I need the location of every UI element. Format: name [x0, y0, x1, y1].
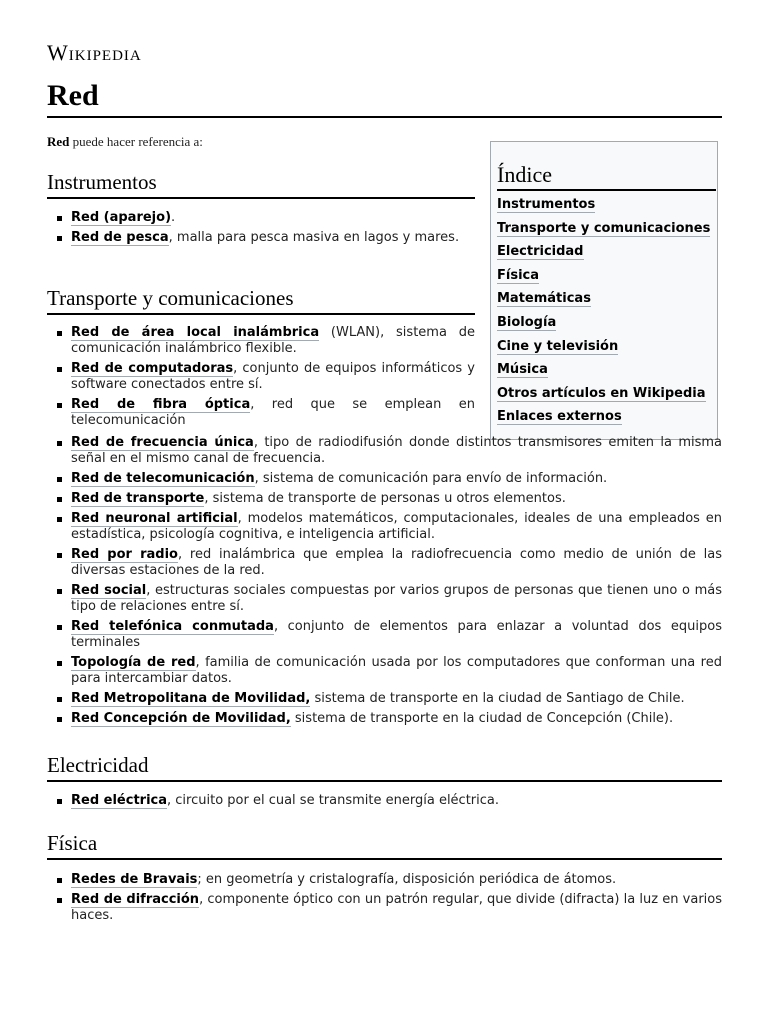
toc-link-otros[interactable]: Otros artículos en Wikipedia [497, 385, 706, 401]
list-item [47, 511, 722, 543]
term-link[interactable]: Red de computadoras [71, 361, 234, 376]
list-item [47, 793, 722, 809]
toc-item [497, 268, 713, 292]
item-desc: , modelos matemáticos, computacionales, ideales de una empleados en estadística, psicología cognitiva, e inteligencia artificial. [71, 511, 722, 542]
table-of-contents [490, 141, 718, 440]
list-item [47, 435, 722, 467]
term-link[interactable]: Red de difracción [71, 892, 200, 907]
toc-item [497, 409, 713, 433]
list-transporte-top [47, 325, 475, 433]
term-link[interactable]: Red de telecomunicación [71, 471, 255, 486]
intro-paragraph [47, 134, 203, 150]
section-heading-electricidad: Electricidad [47, 753, 722, 782]
term-link[interactable]: Red Metropolitana de Movilidad, [71, 691, 311, 706]
item-desc: sistema de transporte en la ciudad de Concepción (Chile). [290, 711, 674, 726]
term-link[interactable]: Redes de Bravais [71, 872, 198, 887]
list-item [47, 892, 722, 924]
section-heading-transporte: Transporte y comunicaciones [47, 286, 475, 315]
section-heading-fisica: Física [47, 831, 722, 860]
term-link[interactable]: Red Concepción de Movilidad, [71, 711, 291, 726]
toc-item [497, 386, 713, 410]
list-electricidad [47, 793, 722, 813]
term-link[interactable]: Red neuronal artificial [71, 511, 238, 526]
list-item [47, 325, 475, 357]
toc-item [497, 315, 713, 339]
list-item [47, 711, 722, 727]
section-heading-instrumentos: Instrumentos [47, 170, 475, 199]
list-instrumentos [47, 210, 475, 250]
list-item [47, 210, 475, 226]
toc-link-cine[interactable]: Cine y televisión [497, 338, 619, 354]
term-link[interactable]: Red de área local inalámbrica [71, 325, 320, 340]
term-link[interactable]: Red de frecuencia única [71, 435, 254, 450]
list-item [47, 872, 722, 888]
item-desc: , tipo de radiodifusión donde distintos transmisores emiten la misma señal en el mismo canal de frecuencia. [71, 435, 722, 466]
toc-item [497, 244, 713, 268]
page-title: Red [47, 78, 722, 118]
toc-list [497, 197, 713, 433]
item-desc: , conjunto de elementos para enlazar a voluntad dos equipos terminales [71, 619, 722, 650]
item-desc: , familia de comunicación usada por los computadores que conforman una red para intercambiar datos. [71, 655, 722, 686]
wikipedia-wordmark[interactable]: Wikipedia [47, 40, 142, 65]
list-item [47, 655, 722, 687]
term-link[interactable]: Red (aparejo) [71, 210, 172, 225]
toc-link-electricidad[interactable]: Electricidad [497, 244, 584, 260]
toc-link-musica[interactable]: Música [497, 362, 548, 378]
term-link[interactable]: Red de transporte [71, 491, 205, 506]
term-link[interactable]: Red telefónica conmutada [71, 619, 274, 634]
toc-link-instrumentos[interactable]: Instrumentos [497, 197, 596, 212]
toc-link-biologia[interactable]: Biología [497, 314, 557, 330]
term-link[interactable]: Red social [71, 583, 147, 598]
item-desc: , malla para pesca masiva en lagos y mares. [168, 230, 460, 245]
list-fisica [47, 872, 722, 928]
toc-link-transporte[interactable]: Transporte y comunicaciones [497, 220, 711, 236]
item-desc: , sistema de comunicación para envío de información. [254, 471, 608, 486]
list-item [47, 361, 475, 393]
item-desc: , red que se emplean en telecomunicación [71, 397, 475, 428]
list-item [47, 619, 722, 651]
list-item [47, 397, 475, 429]
intro-text: puede hacer referencia a: [69, 134, 203, 149]
toc-link-enlaces[interactable]: Enlaces externos [497, 409, 622, 425]
item-desc: (WLAN), sistema de comunicación inalámbrico flexible. [71, 325, 475, 356]
intro-term: Red [47, 134, 70, 149]
item-desc: , conjunto de equipos informáticos y software conectados entre sí. [71, 361, 475, 392]
toc-item [497, 362, 713, 386]
item-desc: , red inalámbrica que emplea la radiofrecuencia como medio de unión de las diversas estaciones de la red. [71, 547, 722, 578]
toc-link-fisica[interactable]: Física [497, 267, 540, 283]
item-desc: , circuito por el cual se transmite energía eléctrica. [167, 793, 499, 808]
item-desc: . [171, 210, 176, 225]
term-link[interactable]: Red de pesca [71, 230, 169, 245]
toc-link-matematicas[interactable]: Matemáticas [497, 291, 591, 307]
list-item [47, 230, 475, 246]
term-link[interactable]: Red de fibra óptica [71, 397, 251, 412]
list-item [47, 491, 722, 507]
toc-item [497, 221, 713, 245]
item-desc: ; en geometría y cristalografía, disposición periódica de átomos. [197, 872, 617, 887]
item-desc: sistema de transporte en la ciudad de Santiago de Chile. [310, 691, 685, 706]
term-link[interactable]: Red por radio [71, 547, 178, 562]
toc-item [497, 291, 713, 315]
term-link[interactable]: Red eléctrica [71, 793, 168, 808]
item-desc: , estructuras sociales compuestas por varios grupos de personas que tienen uno o más tipo de relaciones entre sí. [71, 583, 722, 614]
list-item [47, 547, 722, 579]
list-item [47, 691, 722, 707]
toc-title: Índice [497, 162, 716, 191]
toc-item [497, 339, 713, 363]
term-link[interactable]: Topología de red [71, 655, 196, 670]
list-item [47, 583, 722, 615]
item-desc: , componente óptico con un patrón regular, que divide (difracta) la luz en varios haces. [71, 892, 723, 923]
toc-item [497, 197, 713, 221]
item-desc: , sistema de transporte de personas u otros elementos. [204, 491, 566, 506]
list-transporte-bottom [47, 435, 722, 731]
list-item [47, 471, 722, 487]
